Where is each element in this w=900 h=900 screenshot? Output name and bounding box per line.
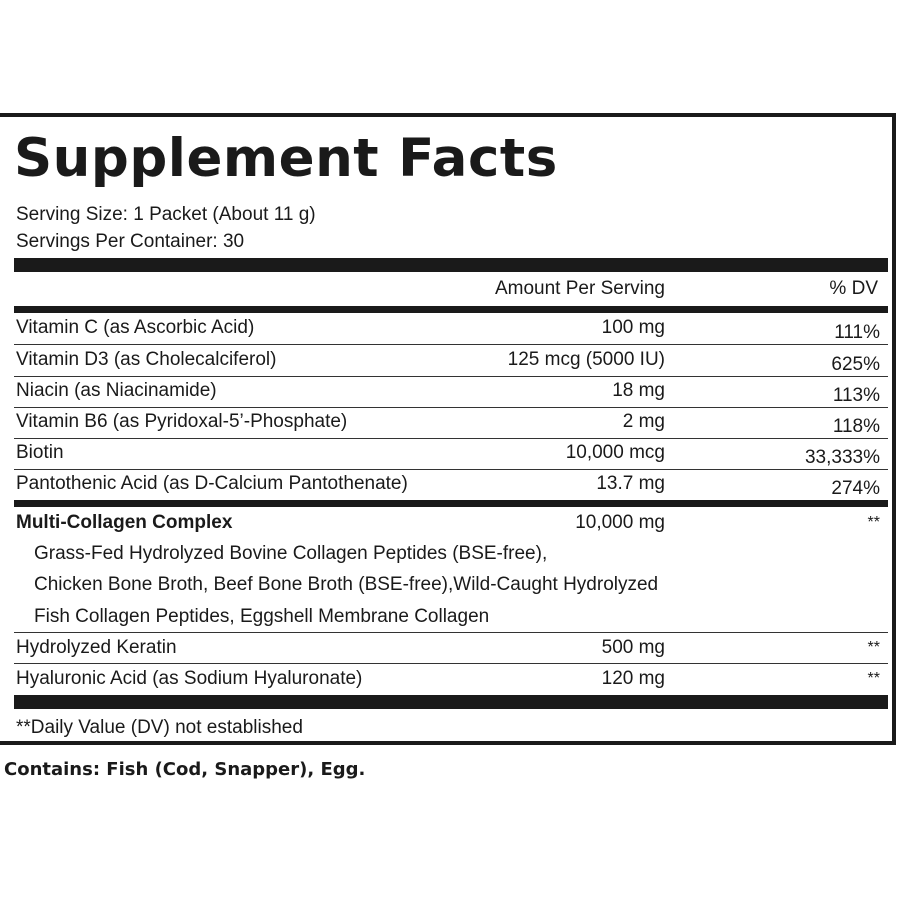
servings-per-container: Servings Per Container: 30	[16, 231, 245, 252]
complex-row	[16, 513, 880, 543]
daily-value-footnote: **Daily Value (DV) not established	[16, 717, 303, 738]
header-amount-per-serving: Amount Per Serving	[494, 278, 665, 299]
row-divider	[14, 632, 888, 633]
row-divider	[14, 344, 888, 345]
nutrient-name: Biotin	[16, 442, 64, 463]
nutrient-dv: 118%	[832, 416, 880, 437]
nutrient-dv: 274%	[831, 478, 880, 499]
row-divider	[14, 438, 888, 439]
nutrient-amount: 2 mg	[622, 411, 665, 432]
nutrient-amount: 18 mg	[612, 380, 665, 401]
nutrient-amount: 13.7 mg	[596, 473, 665, 494]
row-divider	[14, 663, 888, 664]
nutrient-name: Vitamin C (as Ascorbic Acid)	[16, 317, 255, 338]
complex-ingredients-line: Fish Collagen Peptides, Eggshell Membrane Collagen	[34, 606, 490, 627]
ingredient-name: Hydrolyzed Keratin	[16, 637, 177, 658]
row-divider	[14, 469, 888, 470]
complex-ingredients-line: Grass-Fed Hydrolyzed Bovine Collagen Peptides (BSE-free),	[34, 543, 548, 564]
row-divider	[14, 376, 888, 377]
medium-divider	[14, 500, 888, 507]
medium-divider	[14, 306, 888, 313]
serving-size: Serving Size: 1 Packet (About 11 g)	[16, 204, 316, 225]
ingredient-name: Hyaluronic Acid (as Sodium Hyaluronate)	[16, 668, 363, 689]
nutrient-dv: 113%	[832, 385, 880, 406]
thick-divider-top	[14, 258, 888, 272]
nutrient-dv: 33,333%	[804, 447, 880, 468]
nutrient-amount: 125 mcg (5000 IU)	[507, 349, 665, 370]
nutrient-name: Vitamin D3 (as Cholecalciferol)	[16, 349, 277, 370]
complex-ingredients-line: Chicken Bone Broth, Beef Bone Broth (BSE-free),Wild-Caught Hydrolyzed	[34, 574, 659, 595]
nutrient-amount: 10,000 mcg	[565, 442, 665, 463]
nutrient-amount: 100 mg	[601, 317, 665, 338]
label-title: Supplement Facts	[14, 128, 558, 189]
nutrient-name: Vitamin B6 (as Pyridoxal-5’-Phosphate)	[16, 411, 348, 432]
thick-divider-bottom	[14, 695, 888, 709]
complex-amount: 10,000 mg	[575, 512, 665, 533]
ingredient-dv: **	[867, 670, 880, 687]
nutrient-dv: 625%	[831, 354, 880, 375]
ingredient-amount: 500 mg	[601, 637, 665, 658]
ingredient-amount: 120 mg	[601, 668, 665, 689]
nutrient-name: Niacin (as Niacinamide)	[16, 380, 217, 401]
ingredient-dv: **	[867, 639, 880, 656]
row-divider	[14, 407, 888, 408]
complex-dv: **	[867, 514, 880, 531]
nutrient-name: Pantothenic Acid (as D-Calcium Pantothenate)	[16, 473, 408, 494]
allergen-statement: Contains: Fish (Cod, Snapper), Egg.	[4, 759, 366, 780]
header-percent-dv: % DV	[829, 278, 878, 299]
nutrient-dv: 111%	[834, 322, 880, 343]
complex-name: Multi-Collagen Complex	[16, 512, 233, 533]
